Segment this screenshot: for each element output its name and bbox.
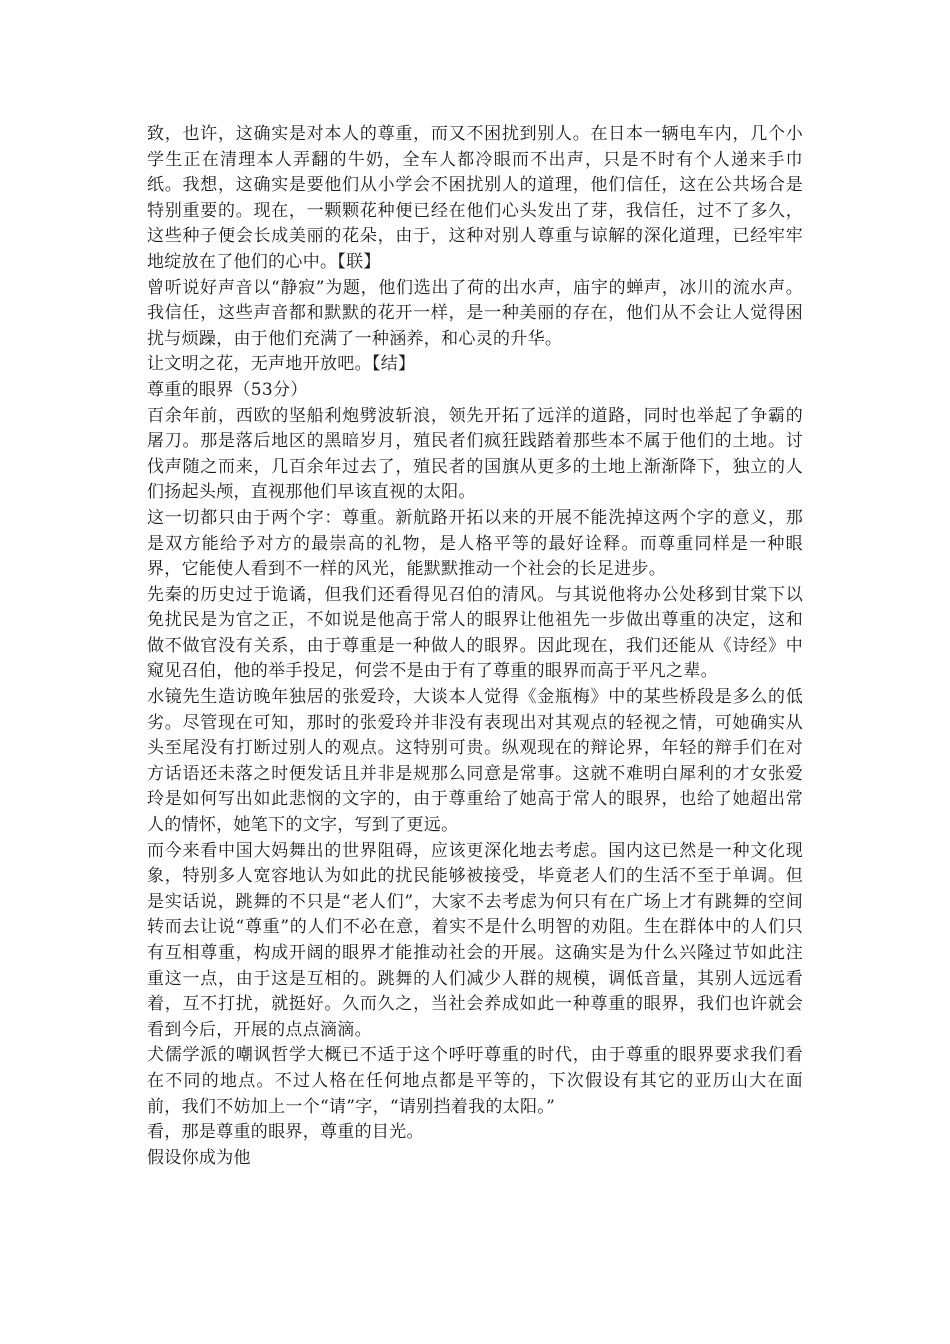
paragraph-9: 而今来看中国大妈舞出的世界阻碍，应该更深化地去考虑。国内这已然是一种文化现象，特别多人宽容地认为如此的扰民能够被接受，毕竟老人们的生活不至于单调。但是实话说，跳舞的不只是“老人们”，大家不去考虑为何只有在广场上才有跳舞的空间转而去让说“尊重”的人们不必在意，着实不是什么明智的劝阻。生在群体中的人们只有互相尊重，构成开阔的眼界才能推动社会的开展。这确实是为什么兴隆过节如此注重这一点，由于这是互相的。跳舞的人们减少人群的规模，调低音量，其别人远远看着，互不打扰，就挺好。久而久之，当社会养成如此一种尊重的眼界，我们也许就会看到今后，开展的点点滴滴。 xyxy=(147,840,803,1040)
paragraph-7: 先秦的历史过于诡谲，但我们还看得见召伯的清风。与其说他将办公处移到甘棠下以免扰民是为官之正，不如说是他高于常人的眼界让他祖先一步做出尊重的决定，这和做不做官没有关系，由于尊重是一种做人的眼界。因此现在，我们还能从《诗经》中窥见召伯，他的举手投足，何尝不是由于有了尊重的眼界而高于平凡之辈。 xyxy=(147,584,803,682)
paragraph-6: 这一切都只由于两个字：尊重。新航路开拓以来的开展不能洗掉这两个字的意义，那是双方能给予对方的最崇高的礼物，是人格平等的最好诠释。而尊重同样是一种眼界，它能使人看到不一样的风光，能默默推动一个社会的长足进步。 xyxy=(147,507,803,580)
document-body xyxy=(147,122,803,1171)
next-essay-title: 假设你成为他 xyxy=(147,1147,251,1168)
paragraph-10: 犬儒学派的嘲讽哲学大概已不适于这个呼吁尊重的时代，由于尊重的眼界要求我们看在不同的地点。不过人格在任何地点都是平等的，下次假设有其它的亚历山大在面前，我们不妨加上一个“请”字，“请别挡着我的太阳。” xyxy=(147,1045,803,1117)
paragraph-2: 曾听说好声音以“静寂”为题，他们选出了荷的出水声，庙宇的蝉声，冰川的流水声。我信任，这些声音都和默默的花开一样，是一种美丽的存在，他们从不会让人觉得困扰与烦躁，由于他们充满了一种涵养，和心灵的升华。 xyxy=(147,277,803,349)
paragraph-5: 百余年前，西欧的坚船利炮劈波斩浪，领先开拓了远洋的道路，同时也举起了争霸的屠刀。那是落后地区的黑暗岁月，殖民者们疯狂践踏着那些本不属于他们的土地。讨伐声随之而来，几百余年过去了，殖民者的国旗从更多的土地上渐渐降下，独立的人们扬起头颅，直视那他们早该直视的太阳。 xyxy=(147,405,803,503)
paragraph-1: 致，也许，这确实是对本人的尊重，而又不困扰到别人。在日本一辆电车内，几个小学生正在清理本人弄翻的牛奶，全车人都冷眼而不出声，只是不时有个人递来手巾纸。我想，这确实是要他们从小学会不困扰别人的道理，他们信任，这在公共场合是特别重要的。现在，一颗颗花种便已经在他们心头发出了芽，我信任，过不了多久，这些种子便会长成美丽的花朵，由于，这种对别人尊重与谅解的深化道理，已经牢牢地绽放在了他们的心中。【联】 xyxy=(147,124,803,272)
paragraph-8: 水镜先生造访晚年独居的张爱玲，大谈本人觉得《金瓶梅》中的某些桥段是多么的低劣。尽管现在可知，那时的张爱玲并非没有表现出对其观点的轻视之情，可她确实从头至尾没有打断过别人的观点。这特别可贵。纵观现在的辩论界，年轻的辩手们在对方话语还未落之时便发话且并非是规那么同意是常事。这就不难明白犀利的才女张爱玲是如何写出如此悲悯的文字的，由于尊重给了她高于常人的眼界，也给了她超出常人的情怀，她笔下的文字，写到了更远。 xyxy=(147,687,803,836)
essay-title: 尊重的眼界（53分） xyxy=(147,379,308,400)
paragraph-3: 让文明之花，无声地开放吧。【结】 xyxy=(147,354,416,375)
paragraph-11: 看，那是尊重的眼界，尊重的目光。 xyxy=(147,1122,424,1143)
